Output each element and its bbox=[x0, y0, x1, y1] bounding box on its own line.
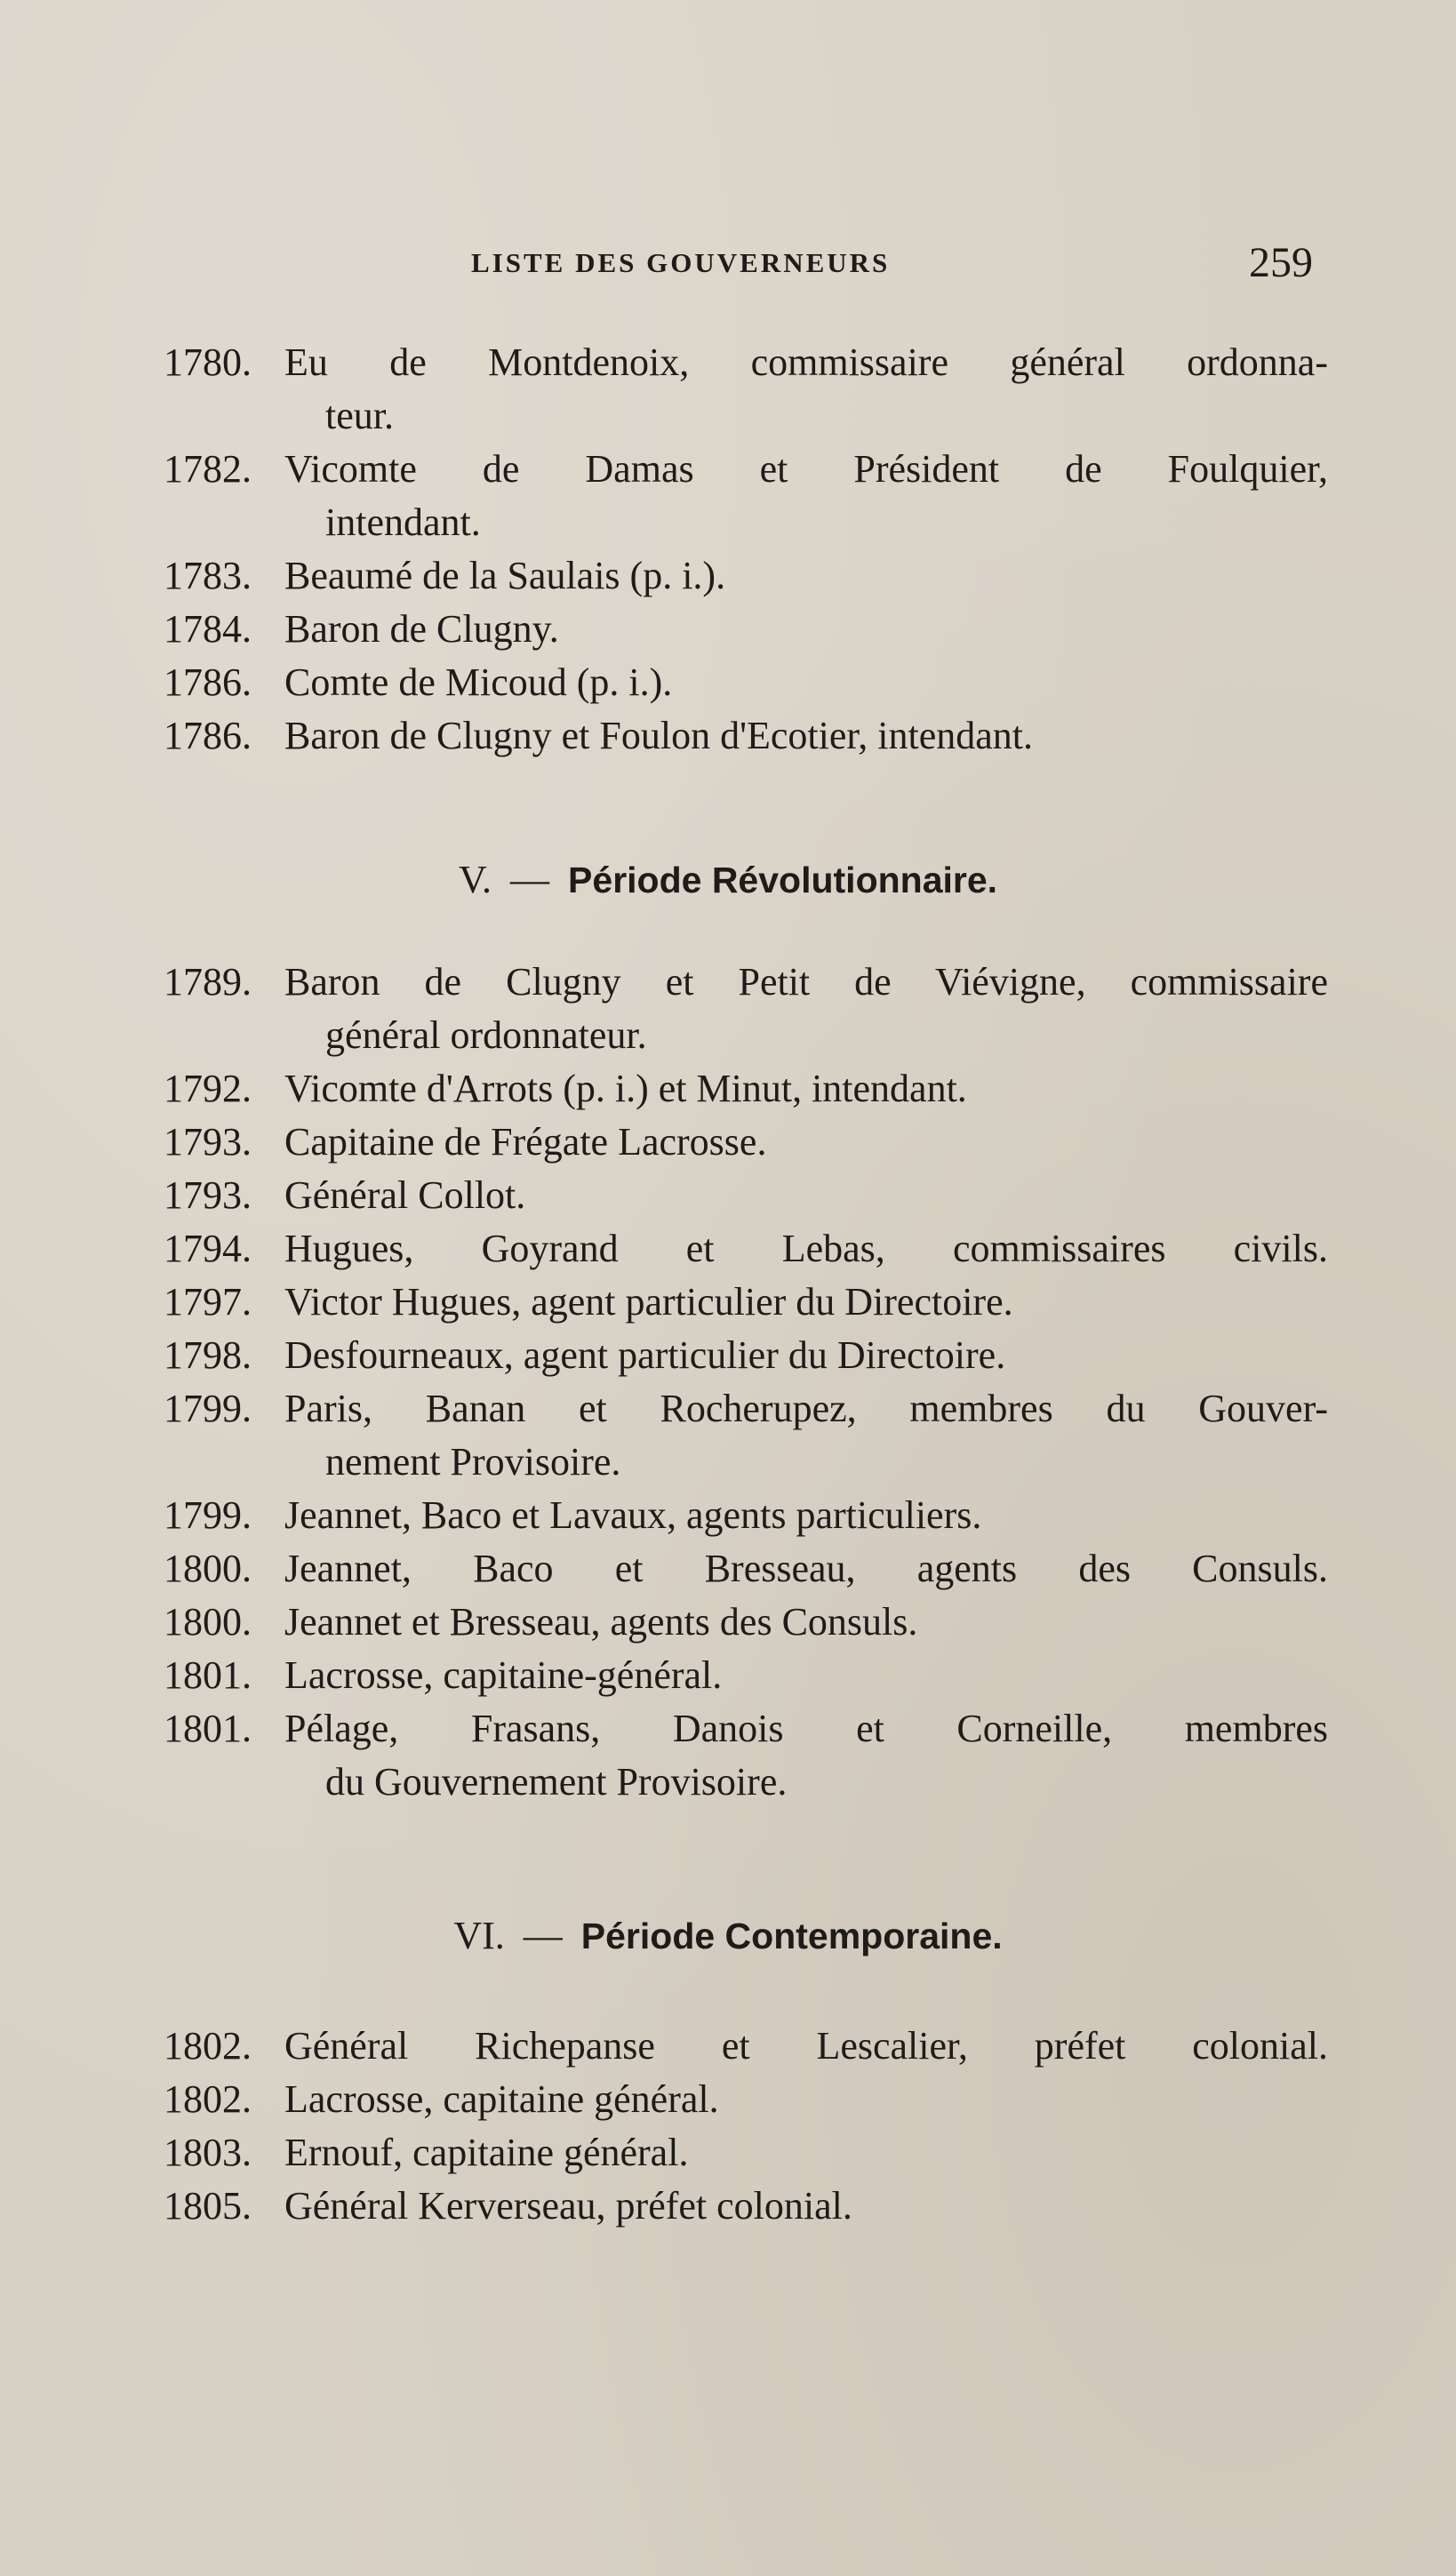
list-item bbox=[164, 956, 1328, 1062]
governor-list-section-1 bbox=[164, 336, 1328, 763]
entry-text: Lacrosse, capitaine-général. bbox=[284, 1653, 723, 1697]
list-item bbox=[164, 1276, 1328, 1329]
entry-year: 1803. bbox=[164, 2131, 252, 2174]
entry-year: 1789. bbox=[164, 960, 252, 1004]
entry-year: 1780. bbox=[164, 340, 252, 384]
entry-year: 1792. bbox=[164, 1067, 252, 1110]
entry-text: Général Richepanse et Lescalier, préfet colonial. bbox=[284, 2024, 1328, 2068]
list-item bbox=[164, 2073, 1328, 2126]
list-item bbox=[164, 1542, 1328, 1596]
section-number: VI. bbox=[453, 1914, 505, 1957]
list-item bbox=[164, 709, 1328, 763]
section-heading-revolutionary bbox=[0, 857, 1456, 902]
entry-year: 1783. bbox=[164, 554, 252, 597]
entry-text: Vicomte de Damas et Président de Foulquier, bbox=[284, 447, 1328, 491]
entry-year: 1799. bbox=[164, 1493, 252, 1537]
entry-year: 1800. bbox=[164, 1600, 252, 1644]
list-item bbox=[164, 1062, 1328, 1116]
entry-text-continued: général ordonnateur. bbox=[325, 1013, 647, 1057]
entry-year: 1793. bbox=[164, 1173, 252, 1217]
entry-year: 1782. bbox=[164, 447, 252, 491]
entry-year: 1802. bbox=[164, 2024, 252, 2068]
list-item bbox=[164, 1382, 1328, 1489]
list-item bbox=[164, 1169, 1328, 1222]
entry-year: 1800. bbox=[164, 1547, 252, 1590]
section-title: Période Contemporaine. bbox=[580, 1916, 1003, 1956]
entry-text: Beaumé de la Saulais (p. i.). bbox=[284, 554, 726, 597]
entry-text: Comte de Micoud (p. i.). bbox=[284, 660, 673, 704]
list-item bbox=[164, 2180, 1328, 2233]
entry-text: Eu de Montdenoix, commissaire général ordonna- bbox=[284, 340, 1328, 384]
entry-year: 1801. bbox=[164, 1707, 252, 1750]
entry-text-continued: intendant. bbox=[325, 500, 481, 544]
governor-list-section-2 bbox=[164, 956, 1328, 1809]
entry-year: 1786. bbox=[164, 714, 252, 757]
list-item bbox=[164, 603, 1328, 656]
entry-text-continued: du Gouvernement Provisoire. bbox=[325, 1760, 788, 1804]
list-item bbox=[164, 1489, 1328, 1542]
entry-text: Baron de Clugny et Petit de Viévigne, commissaire bbox=[284, 960, 1328, 1004]
entry-text: Jeannet et Bresseau, agents des Consuls. bbox=[284, 1600, 918, 1644]
entry-year: 1802. bbox=[164, 2077, 252, 2121]
list-item bbox=[164, 1116, 1328, 1169]
entry-year: 1793. bbox=[164, 1120, 252, 1164]
entry-text-continued: teur. bbox=[325, 394, 394, 437]
list-item bbox=[164, 656, 1328, 709]
entry-text: Jeannet, Baco et Lavaux, agents particuliers. bbox=[284, 1493, 982, 1537]
section-number: V. bbox=[458, 858, 492, 901]
entry-text: Victor Hugues, agent particulier du Directoire. bbox=[284, 1280, 1013, 1324]
entry-year: 1799. bbox=[164, 1387, 252, 1430]
list-item bbox=[164, 1222, 1328, 1276]
entry-text: Desfourneaux, agent particulier du Directoire. bbox=[284, 1333, 1006, 1377]
list-item bbox=[164, 1596, 1328, 1649]
entry-text: Général Kerverseau, préfet colonial. bbox=[284, 2184, 852, 2228]
entry-year: 1784. bbox=[164, 607, 252, 651]
entry-text-continued: nement Provisoire. bbox=[325, 1440, 621, 1484]
entry-text: Paris, Banan et Rocherupez, membres du Gouver- bbox=[284, 1387, 1328, 1430]
list-item bbox=[164, 2020, 1328, 2073]
entry-text: Lacrosse, capitaine général. bbox=[284, 2077, 719, 2121]
entry-year: 1794. bbox=[164, 1227, 252, 1270]
list-item bbox=[164, 549, 1328, 603]
entry-text: Ernouf, capitaine général. bbox=[284, 2131, 689, 2174]
entry-year: 1798. bbox=[164, 1333, 252, 1377]
entry-text: Hugues, Goyrand et Lebas, commissaires civils. bbox=[284, 1227, 1328, 1270]
entry-year: 1805. bbox=[164, 2184, 252, 2228]
section-dash: — bbox=[510, 858, 550, 901]
entry-year: 1801. bbox=[164, 1653, 252, 1697]
section-title: Période Révolutionnaire. bbox=[568, 860, 998, 900]
entry-text: Baron de Clugny et Foulon d'Ecotier, intendant. bbox=[284, 714, 1034, 757]
entry-year: 1786. bbox=[164, 660, 252, 704]
list-item bbox=[164, 1329, 1328, 1382]
list-item bbox=[164, 2126, 1328, 2180]
list-item bbox=[164, 336, 1328, 443]
list-item bbox=[164, 443, 1328, 549]
entry-text: Capitaine de Frégate Lacrosse. bbox=[284, 1120, 767, 1164]
section-dash: — bbox=[523, 1914, 563, 1957]
entry-text: Général Collot. bbox=[284, 1173, 526, 1217]
list-item bbox=[164, 1702, 1328, 1809]
entry-text: Jeannet, Baco et Bresseau, agents des Consuls. bbox=[284, 1547, 1328, 1590]
governor-list-section-3 bbox=[164, 2020, 1328, 2233]
entry-text: Baron de Clugny. bbox=[284, 607, 559, 651]
entry-text: Pélage, Frasans, Danois et Corneille, membres bbox=[284, 1707, 1328, 1750]
list-item bbox=[164, 1649, 1328, 1702]
entry-text: Vicomte d'Arrots (p. i.) et Minut, intendant. bbox=[284, 1067, 967, 1110]
section-heading-contemporary bbox=[0, 1913, 1456, 1958]
page-number: 259 bbox=[1249, 239, 1313, 286]
entry-year: 1797. bbox=[164, 1280, 252, 1324]
running-title: LISTE DES GOUVERNEURS bbox=[471, 247, 891, 278]
